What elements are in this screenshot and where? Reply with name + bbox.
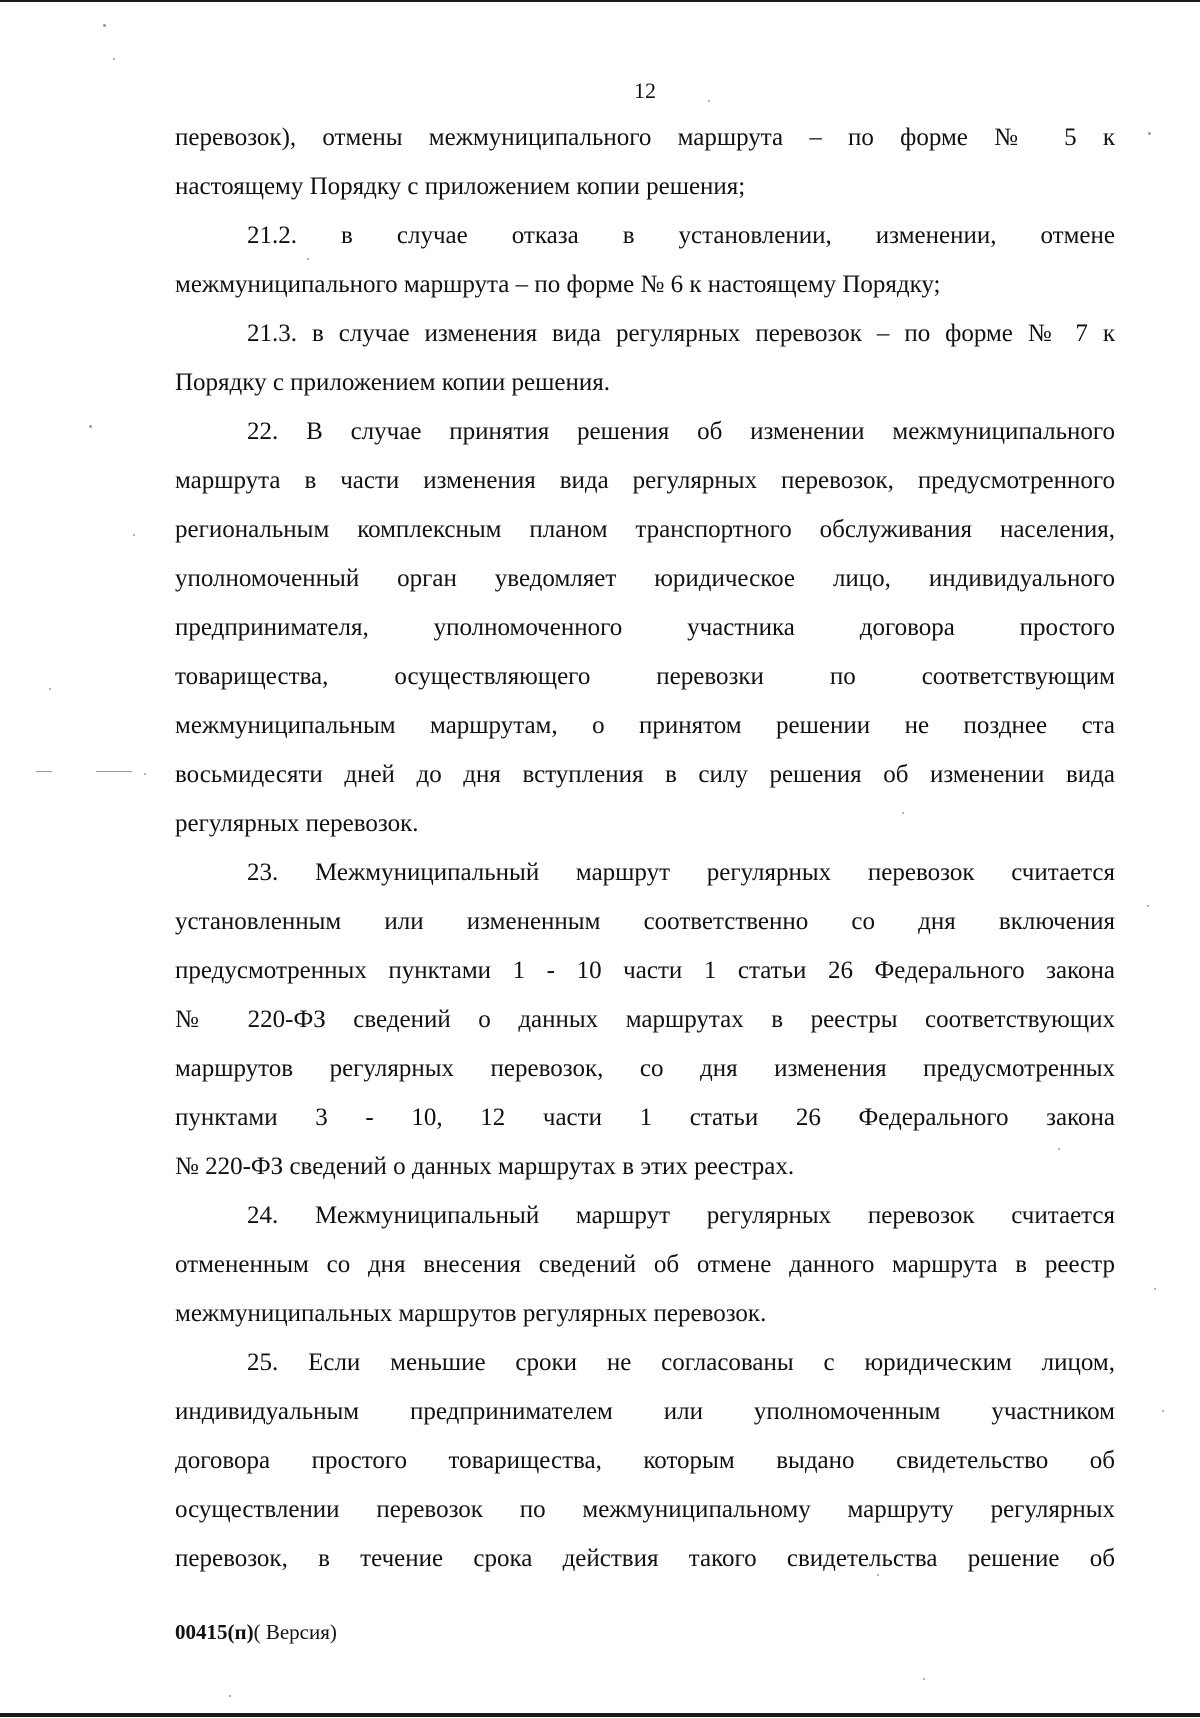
scan-speck <box>1147 905 1149 907</box>
bottom-border-line <box>0 1713 1200 1717</box>
paragraph <box>175 407 1115 848</box>
text-line: перевозок, в течение срока действия такого свидетельства решение об <box>175 1545 1115 1572</box>
scan-speck <box>902 812 904 814</box>
text-line: восьмидесяти дней до дня вступления в силу решения об изменении вида <box>175 761 1115 788</box>
text-line: установленным или измененным соответственно со дня включения <box>175 908 1115 935</box>
document-version: ( Версия) <box>253 1620 337 1644</box>
scan-speck <box>133 534 135 536</box>
text-line: настоящему Порядку с приложением копии решения; <box>175 173 746 200</box>
scan-speck <box>923 1678 925 1680</box>
text-line: № 220-ФЗ сведений о данных маршрутах в реестры соответствующих <box>175 1006 1115 1033</box>
text-line: товарищества, осуществляющего перевозки по соответствующим <box>175 663 1115 690</box>
text-line: пунктами 3 - 10, 12 части 1 статьи 26 Федерального закона <box>175 1104 1115 1131</box>
paragraph <box>175 211 1115 309</box>
text-line: Порядку с приложением копии решения. <box>175 369 610 396</box>
scan-speck <box>229 1695 231 1697</box>
scan-speck <box>89 425 92 428</box>
text-line: маршрута в части изменения вида регулярных перевозок, предусмотренного <box>175 467 1115 494</box>
scan-speck <box>708 100 710 102</box>
text-line: 24. Межмуниципальный маршрут регулярных перевозок считается <box>247 1202 1115 1229</box>
text-line: договора простого товарищества, которым выдано свидетельство об <box>175 1447 1115 1474</box>
text-line: маршрутов регулярных перевозок, со дня изменения предусмотренных <box>175 1055 1115 1082</box>
paragraph <box>175 848 1115 1191</box>
scan-speck <box>877 1574 879 1576</box>
text-line: перевозок), отмены межмуниципального маршрута – по форме № 5 к <box>175 124 1115 151</box>
text-line: 23. Межмуниципальный маршрут регулярных перевозок считается <box>247 859 1115 886</box>
text-line: предусмотренных пунктами 1 - 10 части 1 статьи 26 Федерального закона <box>175 957 1115 984</box>
document-body <box>175 113 1115 1583</box>
scan-speck <box>307 258 309 260</box>
document-code: 00415(п) <box>175 1620 254 1644</box>
text-line: 21.3. в случае изменения вида регулярных перевозок – по форме № 7 к <box>247 320 1115 347</box>
text-line: регулярных перевозок. <box>175 810 419 837</box>
paragraph <box>175 1338 1115 1583</box>
text-line: предпринимателя, уполномоченного участника договора простого <box>175 614 1115 641</box>
scan-speck <box>96 771 132 772</box>
paragraph <box>175 1191 1115 1338</box>
scan-speck <box>144 773 146 775</box>
text-line: межмуниципальным маршрутам, о принятом решении не позднее ста <box>175 712 1115 739</box>
text-line: 21.2. в случае отказа в установлении, изменении, отмене <box>247 222 1115 249</box>
top-border-line <box>0 0 1200 2</box>
scan-speck <box>1154 1288 1156 1290</box>
scan-speck <box>1162 1410 1164 1412</box>
paragraph <box>175 309 1115 407</box>
text-line: межмуниципального маршрута – по форме № 6 к настоящему Порядку; <box>175 271 941 298</box>
text-line: отмененным со дня внесения сведений об отмене данного маршрута в реестр <box>175 1251 1115 1278</box>
scan-speck <box>113 58 115 60</box>
text-line: уполномоченный орган уведомляет юридическое лицо, индивидуального <box>175 565 1115 592</box>
text-line: осуществлении перевозок по межмуниципальному маршруту регулярных <box>175 1496 1115 1523</box>
scan-speck <box>1148 132 1151 135</box>
scan-speck <box>103 24 106 27</box>
scan-speck <box>1058 1148 1060 1150</box>
footer <box>175 1617 337 1647</box>
page-number: 12 <box>634 78 656 103</box>
text-line: 22. В случае принятия решения об изменении межмуниципального <box>247 418 1115 445</box>
paragraph <box>175 113 1115 211</box>
text-line: 25. Если меньшие сроки не согласованы с юридическим лицом, <box>247 1349 1115 1376</box>
scan-speck <box>49 688 51 690</box>
text-line: № 220-ФЗ сведений о данных маршрутах в этих реестрах. <box>175 1153 795 1180</box>
text-line: индивидуальным предпринимателем или уполномоченным участником <box>175 1398 1115 1425</box>
text-line: межмуниципальных маршрутов регулярных перевозок. <box>175 1300 767 1327</box>
scan-speck <box>36 771 52 772</box>
text-line: региональным комплексным планом транспортного обслуживания населения, <box>175 516 1115 543</box>
